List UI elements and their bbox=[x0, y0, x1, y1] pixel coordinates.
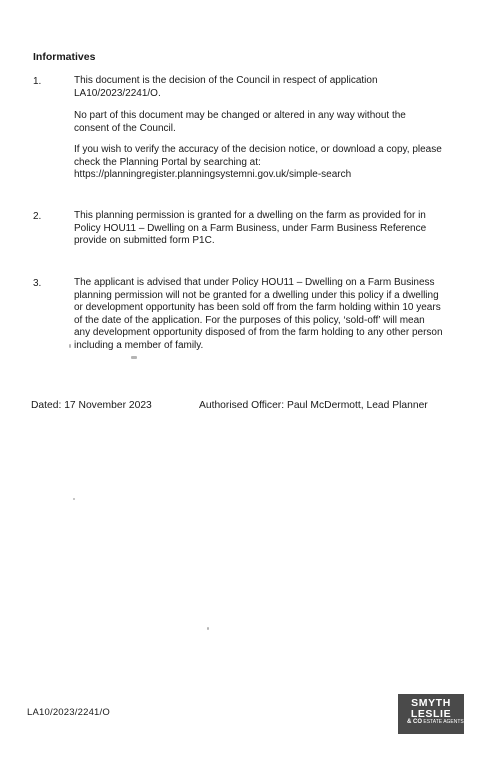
informative-2-paragraph-1 bbox=[74, 210, 474, 248]
logo-tagline: ESTATE AGENTS bbox=[423, 719, 464, 725]
informative-1-paragraph-2 bbox=[74, 110, 474, 135]
text-line: No part of this document may be changed or altered in any way without the bbox=[74, 110, 406, 121]
text-line: This planning permission is granted for a dwelling on the farm as provided for in bbox=[74, 210, 426, 221]
informative-number-2: 2. bbox=[33, 211, 42, 222]
text-line: any development opportunity disposed of from the farm holding to any other person bbox=[74, 327, 443, 339]
scan-speck bbox=[131, 356, 137, 359]
text-line: This document is the decision of the Council in respect of application bbox=[74, 75, 378, 86]
text-line: including a member of family. bbox=[74, 339, 204, 351]
authorised-officer: Authorised Officer: Paul McDermott, Lead Planner bbox=[199, 400, 428, 411]
text-line: The applicant is advised that under Policy HOU11 – Dwelling on a Farm Business bbox=[74, 277, 435, 288]
text-line: check the Planning Portal by searching at: bbox=[74, 156, 261, 168]
text-line: provide on submitted form P1C. bbox=[74, 235, 215, 247]
informatives-heading: Informatives bbox=[33, 51, 96, 63]
informative-number-1: 1. bbox=[33, 76, 42, 87]
text-line: or development opportunity has been sold off from the farm holding within 10 years bbox=[74, 302, 441, 314]
text-line: Policy HOU11 – Dwelling on a Farm Business, under Farm Business Reference bbox=[74, 222, 427, 234]
planning-portal-url: https://planningregister.planningsystemni.gov.uk/simple-search bbox=[74, 169, 352, 181]
informative-1-paragraph-1 bbox=[74, 75, 474, 100]
scan-speck bbox=[69, 344, 71, 348]
logo-line-2: LESLIE bbox=[410, 707, 452, 720]
logo-subline bbox=[398, 719, 464, 726]
scan-speck bbox=[207, 627, 209, 630]
informative-number-3: 3. bbox=[33, 278, 42, 289]
text-line: planning permission will not be granted for a dwelling under this policy if a dwelling bbox=[74, 289, 439, 301]
footer-reference: LA10/2023/2241/O bbox=[27, 707, 110, 718]
text-line: consent of the Council. bbox=[74, 122, 176, 134]
decision-date: Dated: 17 November 2023 bbox=[31, 400, 152, 411]
logo-co: & CO bbox=[407, 719, 422, 725]
text-line: of the date of the application. For the purposes of this policy, ‘sold-off’ will mean bbox=[74, 314, 425, 326]
scan-speck bbox=[73, 498, 75, 500]
text-line: If you wish to verify the accuracy of the decision notice, or download a copy, please bbox=[74, 144, 442, 155]
logo-line-1: SMYTH bbox=[411, 697, 451, 709]
application-reference: LA10/2023/2241/O. bbox=[74, 87, 161, 99]
informative-1-paragraph-3 bbox=[74, 144, 474, 182]
informative-3-paragraph-1 bbox=[74, 277, 474, 353]
smyth-leslie-logo bbox=[398, 694, 464, 734]
